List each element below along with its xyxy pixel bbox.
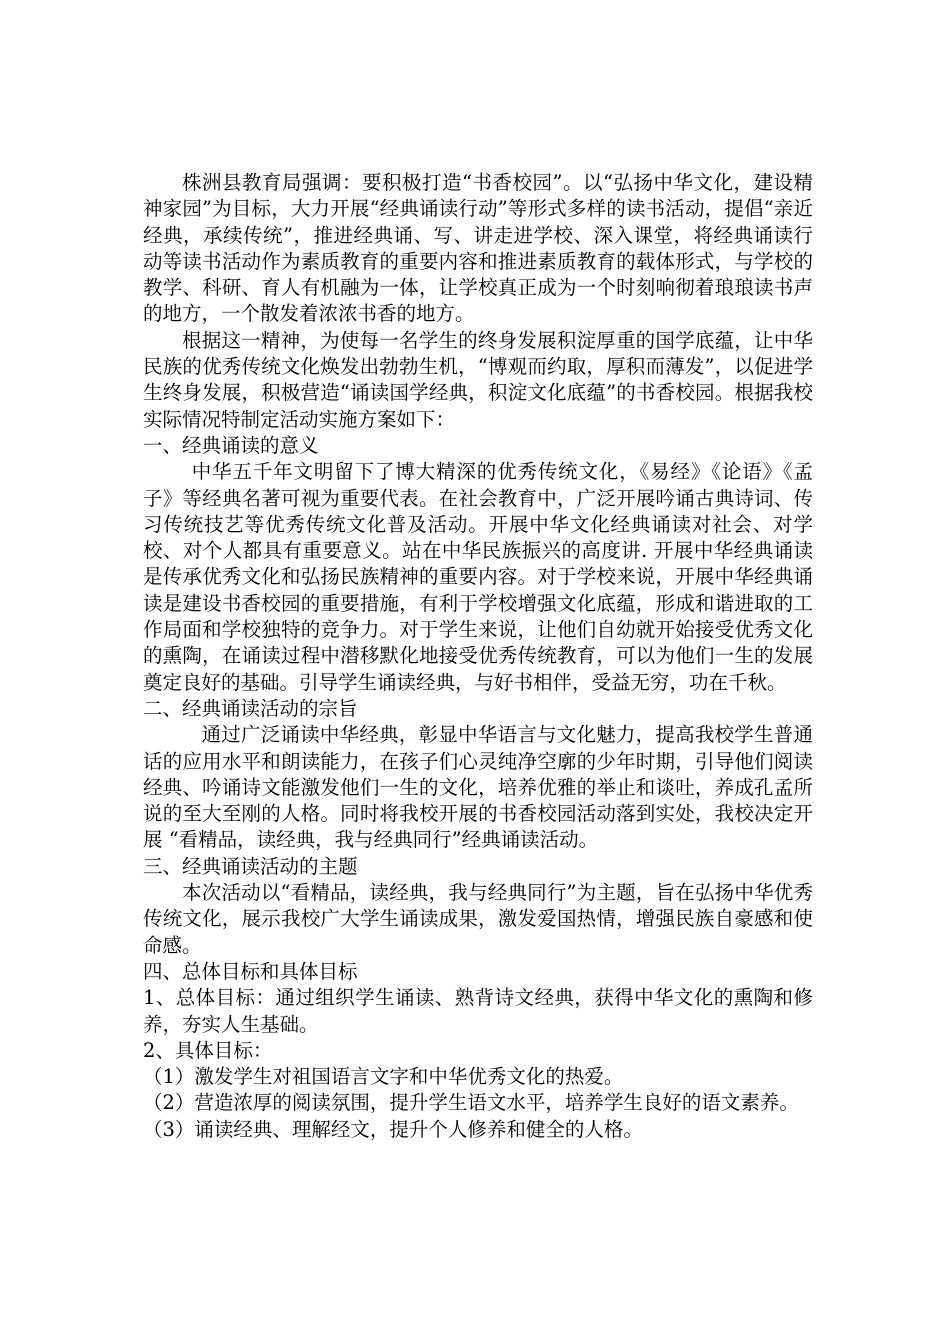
document-page <box>143 170 813 1143</box>
specific-goals-label: 2、具体目标： <box>143 1038 273 1062</box>
intro-paragraph-2: 根据这一精神，为使每一名学生的终身发展积淀厚重的国学底蕴，让中华民族的优秀传统文化焕发出勃勃生机，“博观而约取，厚积而薄发”，以促进学生终身发展，积极营造“诵读国学经典，积淀文化底蕴”的书香校园。根据我校实际情况特制定活动实施方案如下： <box>143 328 813 431</box>
section-1-heading: 一、经典诵读的意义 <box>143 433 319 457</box>
overall-goal: 1、总体目标：通过组织学生诵读、熟背诗文经典，获得中华文化的熏陶和修养，夯实人生基础。 <box>143 986 813 1036</box>
specific-goal-2: （2）营造浓厚的阅读氛围，提升学生语文水平，培养学生良好的语文素养。 <box>143 1091 799 1115</box>
section-2-heading: 二、经典诵读活动的宗旨 <box>143 696 358 720</box>
specific-goal-1: （1）激发学生对祖国语言文字和中华优秀文化的热爱。 <box>143 1065 624 1089</box>
intro-paragraph-1: 株洲县教育局强调：要积极打造“书香校园”。以“弘扬中华文化，建设精神家园”为目标，大力开展“经典诵读行动”等形式多样的读书活动，提倡“亲近经典，承续传统”，推进经典诵、写、讲走进学校、深入课堂，将经典诵读行动等读书活动作为素质教育的重要内容和推进素质教育的载体形式，与学校的教学、科研、育人有机融为一体，让学校真正成为一个时刻响彻着琅琅读书声的地方，一个散发着浓浓书香的地方。 <box>143 171 813 326</box>
specific-goal-3: （3）诵读经典、理解经文，提升个人修养和健全的人格。 <box>143 1117 643 1141</box>
section-1-body: 中华五千年文明留下了博大精深的优秀传统文化，《易经》《论语》《孟子》等经典名著可视为重要代表。在社会教育中，广泛开展吟诵古典诗词、传习传统技艺等优秀传统文化普及活动。开展中华文化经典诵读对社会、对学校、对个人都具有重要意义。站在中华民族振兴的高度讲. 开展中华经典诵读是传承优秀文化和弘扬民族精神的重要内容。对于学校来说，开展中华经典诵读是建设书香校园的重要措施，有利于学校增强文化底蕴，形成和谐进取的工作局面和学校独特的竞争力。对于学生来说，让他们自幼就开始接受优秀文化的熏陶，在诵读过程中潜移默化地接受优秀传统教育，可以为他们一生的发展奠定良好的基础。引导学生诵读经典，与好书相伴，受益无穷，功在千秋。 <box>143 460 813 694</box>
section-2-body: 通过广泛诵读中华经典，彰显中华语言与文化魅力，提高我校学生普通话的应用水平和朗读能力，在孩子们心灵纯净空廓的少年时期，引导他们阅读经典、吟诵诗文能激发他们一生的文化，培养优雅的举止和谈吐，养成孔孟所说的至大至刚的人格。同时将我校开展的书香校园活动落到实处，我校决定开展 “看精品，读经典，我与经典同行”经典诵读活动。 <box>143 723 813 852</box>
section-4-heading: 四、总体目标和具体目标 <box>143 959 358 983</box>
section-3-body: 本次活动以“看精品，读经典，我与经典同行”为主题，旨在弘扬中华优秀传统文化，展示我校广大学生诵读成果，激发爱国热情，增强民族自豪感和使命感。 <box>143 881 813 957</box>
section-3-heading: 三、经典诵读活动的主题 <box>143 854 358 878</box>
